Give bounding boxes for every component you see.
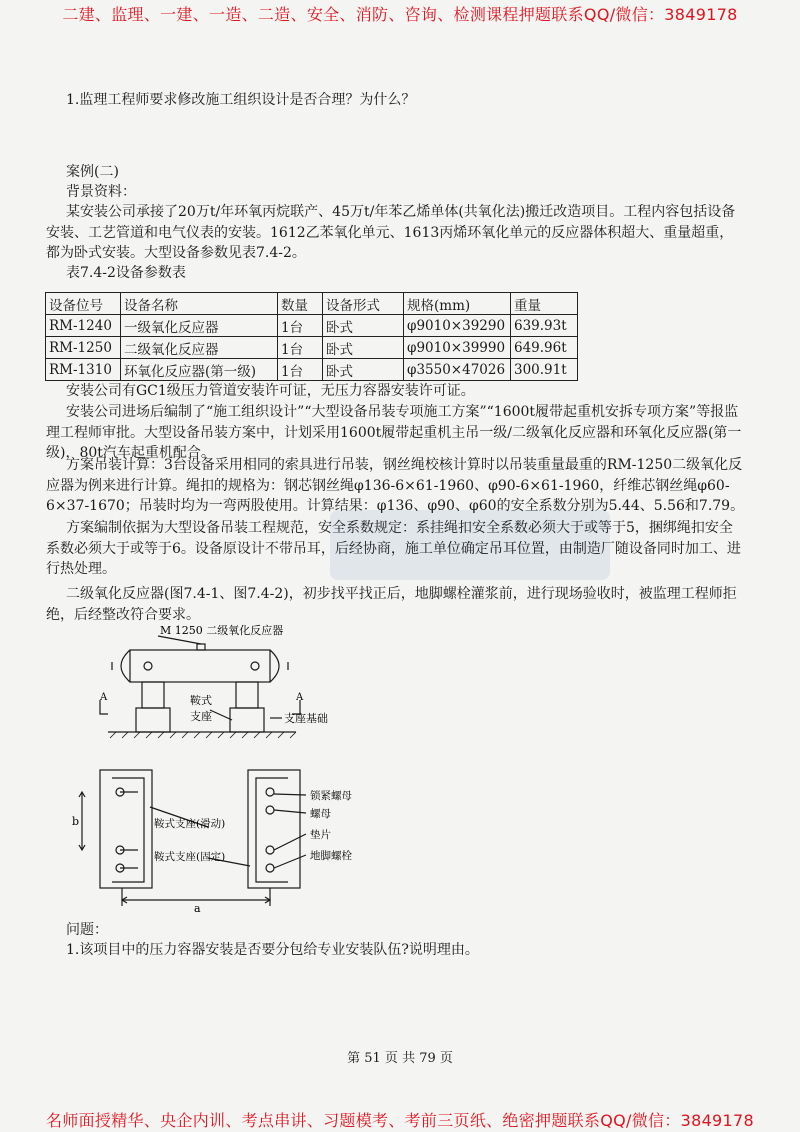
anchor-bolt-icon bbox=[266, 864, 274, 872]
table-header-cell: 设备名称 bbox=[121, 293, 278, 315]
table-cell: RM-1310 bbox=[46, 359, 121, 381]
paragraph-project: 某安装公司承接了20万t/年环氧丙烷联产、45万t/年苯乙烯单体(共氧化法)搬迁改造项目。工程内容包括设备安装、工艺管道和电气仪表的安装。1612乙苯氧化单元、1613丙烯环氧化单元的反应器体积超大、重量超重，都为卧式安装。大型设备参数见表7.4-2。 bbox=[46, 204, 736, 261]
table-header-cell: 数量 bbox=[278, 293, 323, 315]
table-cell: φ9010×39990 bbox=[404, 337, 511, 359]
section-mark-right: A bbox=[296, 692, 304, 703]
saddle-fixed-web bbox=[256, 778, 288, 882]
nut-label: 螺母 bbox=[310, 808, 331, 820]
paragraph-license: 安装公司有GC1级压力管道安装许可证，无压力容器安装许可证。 bbox=[66, 383, 475, 399]
page-number: 第 51 页 共 79 页 bbox=[347, 1051, 453, 1066]
table-cell: 649.96t bbox=[511, 337, 578, 359]
table-cell: 环氧化反应器(第一级) bbox=[121, 359, 278, 381]
background-label: 背景资料： bbox=[66, 184, 136, 200]
anchor-bolt-label: 地脚螺栓 bbox=[310, 850, 352, 862]
table-header-cell: 设备位号 bbox=[46, 293, 121, 315]
anchor-bolt-icon bbox=[266, 846, 274, 854]
table-header-cell: 规格(mm) bbox=[404, 293, 511, 315]
section-mark-left: A bbox=[100, 692, 108, 703]
lock-nut-label: 锁紧螺母 bbox=[310, 790, 352, 802]
nozzle-icon bbox=[144, 662, 152, 670]
vessel-head-right bbox=[270, 650, 279, 682]
table-cell: φ9010×39290 bbox=[404, 315, 511, 337]
vessel-head-left bbox=[121, 650, 130, 682]
table-cell: 卧式 bbox=[323, 315, 404, 337]
saddle-sliding-label: 鞍式支座(滑动) bbox=[154, 818, 226, 830]
table-cell: RM-1250 bbox=[46, 337, 121, 359]
saddle-label: 鞍式 bbox=[190, 694, 212, 707]
saddle-right bbox=[236, 682, 258, 708]
washer-label: 垫片 bbox=[310, 829, 331, 841]
table-cell: φ3550×47026 bbox=[404, 359, 511, 381]
anchor-bolt-icon bbox=[266, 806, 274, 814]
reactor-saddle-figure bbox=[60, 622, 380, 917]
saddle-label-2: 支座 bbox=[190, 710, 212, 723]
top-banner: 二建、监理、一建、一造、二造、安全、消防、咨询、检测课程押题联系QQ/微信：3849178 bbox=[62, 5, 738, 24]
table-header-cell: 重量 bbox=[511, 293, 578, 315]
dimension-a-label: a bbox=[194, 902, 201, 915]
paragraph-acceptance: 二级氧化反应器(图7.4-1、图7.4-2)，初步找平找正后，地脚螺栓灌浆前，进行现场验收时，被监理工程师拒绝，后经整改符合要求。 bbox=[46, 586, 737, 623]
table-cell: 二级氧化反应器 bbox=[121, 337, 278, 359]
table-row bbox=[46, 337, 578, 359]
dimension-b-label: b bbox=[72, 815, 80, 828]
table-cell: 1台 bbox=[278, 315, 323, 337]
table-cell: 1台 bbox=[278, 359, 323, 381]
paragraph-plans: 安装公司进场后编制了“施工组织设计”“大型设备吊装专项施工方案”“1600t履带起重机安拆专项方案”等报监理工程师审批。大型设备吊装方案中，计划采用1600t履带起重机主吊一级/二级氧化反应器和环氧化反应器(第一级)，80t汽车起重机配合。 bbox=[46, 404, 742, 461]
foundation-right bbox=[230, 708, 264, 732]
table-cell: 一级氧化反应器 bbox=[121, 315, 278, 337]
table-cell: 1台 bbox=[278, 337, 323, 359]
foundation-label: 支座基础 bbox=[284, 712, 328, 725]
table-row bbox=[46, 359, 578, 381]
table-row bbox=[46, 315, 578, 337]
table-cell: 300.91t bbox=[511, 359, 578, 381]
table-cell: 639.93t bbox=[511, 315, 578, 337]
anchor-bolt-icon bbox=[266, 788, 274, 796]
previous-question: 1.监理工程师要求修改施工组织设计是否合理？为什么？ bbox=[66, 92, 416, 108]
table-caption: 表7.4-2设备参数表 bbox=[66, 265, 186, 281]
table-header-row bbox=[46, 293, 578, 315]
bottom-banner: 名师面授精华、央企内训、考点串讲、习题模考、考前三页纸、绝密押题联系QQ/微信：3849178 bbox=[46, 1111, 754, 1130]
figure-title: M 1250 二级氧化反应器 bbox=[160, 624, 284, 637]
question-1: 1.该项目中的压力容器安装是否要分包给专业安装队伍?说明理由。 bbox=[66, 942, 479, 958]
nozzle-icon bbox=[251, 662, 259, 670]
table-header-cell: 设备形式 bbox=[323, 293, 404, 315]
paragraph-calculation: 方案吊装计算：3台设备采用相同的索具进行吊装，钢丝绳校核计算时以吊装重量最重的RM-1250二级氧化反应器为例来进行计算。绳扣的规格为：钢芯钢丝绳φ136-6×61-1960、φ90-6×61-1960，纤维芯钢丝绳φ60-6×37-1670；吊装时均为一弯两股使用。计算结果：φ136、φ90、φ60的安全系数分别为5.44、5.56和7.79。 bbox=[46, 457, 745, 514]
table-cell: 卧式 bbox=[323, 337, 404, 359]
table-cell: RM-1240 bbox=[46, 315, 121, 337]
questions-label: 问题： bbox=[66, 922, 108, 938]
equipment-parameter-table bbox=[45, 292, 578, 381]
saddle-plan-drawing bbox=[79, 770, 306, 906]
paragraph-safety-factor: 方案编制依据为大型设备吊装工程规范，安全系数规定：系挂绳扣安全系数必须大于或等于5，捆绑绳扣安全系数必须大于或等于6。设备原设计不带吊耳，后经协商，施工单位确定吊耳位置，由制造厂随设备同时加工、进行热处理。 bbox=[46, 520, 741, 577]
table-cell: 卧式 bbox=[323, 359, 404, 381]
saddle-fixed-label: 鞍式支座(固定) bbox=[154, 851, 226, 863]
saddle-left bbox=[142, 682, 164, 708]
foundation-left bbox=[136, 708, 170, 732]
case-title: 案例(二) bbox=[66, 164, 119, 180]
vessel-body bbox=[130, 650, 270, 682]
